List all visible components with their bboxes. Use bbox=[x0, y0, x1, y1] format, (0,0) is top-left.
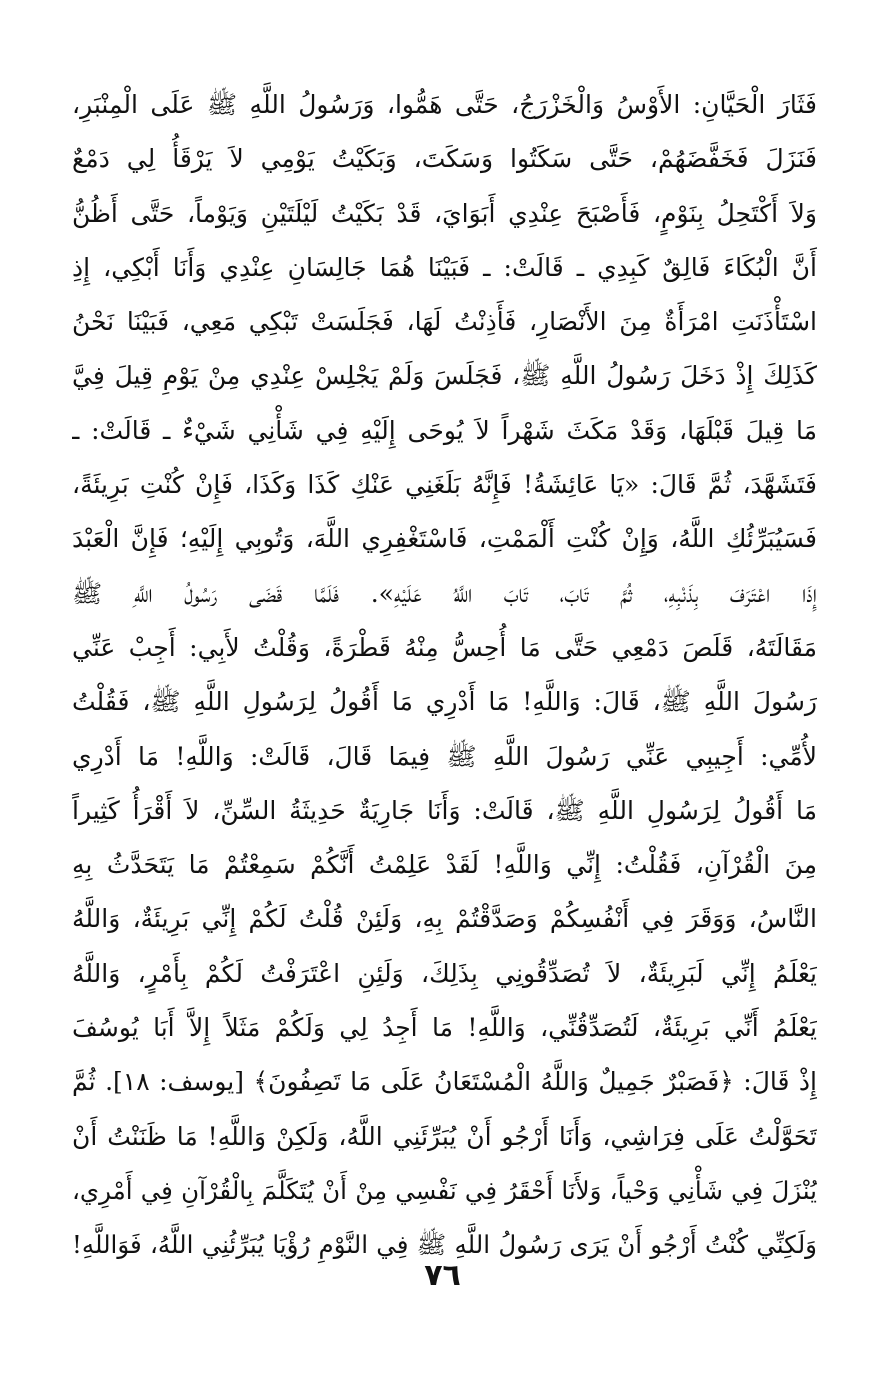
text-line: النَّاسُ، وَوَقَرَ فِي أَنْفُسِكُمْ وَصَدَّقْتُمْ بِهِ، وَلَئِنْ قُلْتُ لَكُمْ إِنِّي بَرِيئَةٌ، وَاللَّهُ bbox=[72, 904, 817, 934]
text-line: مَا أَقُولُ لِرَسُولِ اللَّهِ ﷺ، قَالَتْ: وَأَنَا جَارِيَةٌ حَدِيثَةُ السِّنِّ، لاَ أَقْرَأُ كَثِيراً bbox=[72, 795, 817, 825]
text-line: إِذَا اعْتَرَفَ بِذَنْبِهِ، ثُمَّ تَابَ، تَابَ اللَّهُ عَلَيْهِ». فَلَمَّا قَضَى رَسُولُ اللَّهِ ﷺ bbox=[72, 578, 817, 608]
text-line: وَلاَ أَكْتَحِلُ بِنَوْمٍ، فَأَصْبَحَ عِنْدِي أَبَوَايَ، قَدْ بَكَيْتُ لَيْلَتَيْنِ وَيَوْماً، حَتَّى أَظُنُّ bbox=[72, 198, 817, 228]
text-line: فَتَشَهَّدَ، ثُمَّ قَالَ: «يَا عَائِشَةُ! فَإِنَّهُ بَلَغَنِي عَنْكِ كَذَا وَكَذَا، فَإِنْ كُنْتِ بَرِيئَةً، bbox=[72, 470, 817, 500]
text-line: وَلَكِنِّي كُنْتُ أَرْجُو أَنْ يَرَى رَسُولُ اللَّهِ ﷺ فِي النَّوْمِ رُؤْيَا يُبَرِّئُنِي اللَّهُ، فَوَاللَّهِ! bbox=[72, 1230, 817, 1260]
text-line: لأُمِّي: أَجِيبِي عَنِّي رَسُولَ اللَّهِ ﷺ فِيمَا قَالَ، قَالَتْ: وَاللَّهِ! مَا أَدْرِي bbox=[72, 741, 817, 771]
text-line: مِنَ الْقُرْآنِ، فَقُلْتُ: إِنِّي وَاللَّهِ! لَقَدْ عَلِمْتُ أَنَّكُمْ سَمِعْتُمْ مَا يَتَحَدَّثُ بِهِ bbox=[72, 850, 817, 880]
text-line: يَعْلَمُ أَنِّي بَرِيئَةٌ، لَتُصَدِّقُنِّي، وَاللَّهِ! مَا أَجِدُ لِي وَلَكُمْ مَثَلاً إِلاَّ أَبَا يُوسُفَ bbox=[72, 1013, 817, 1043]
text-line: مَا قِيلَ قَبْلَهَا، وَقَدْ مَكَثَ شَهْراً لاَ يُوحَى إِلَيْهِ فِي شَأْنِي شَيْءٌ ـ قَالَتْ: ـ bbox=[72, 415, 817, 445]
text-line: إِذْ قَالَ: ﴿فَصَبْرٌ جَمِيلٌ وَاللَّهُ الْمُسْتَعَانُ عَلَى مَا تَصِفُونَ﴾ [يوسف: ١٨]. ثُمَّ bbox=[72, 1067, 817, 1097]
body-text bbox=[72, 78, 817, 1273]
text-line: فَنَزَلَ فَخَفَّضَهُمْ، حَتَّى سَكَتُوا وَسَكَتَ، وَبَكَيْتُ يَوْمِي لاَ يَرْقَأُ لِي دَمْعٌ bbox=[72, 144, 817, 174]
text-line: مَقَالَتَهُ، قَلَصَ دَمْعِي حَتَّى مَا أُحِسُّ مِنْهُ قَطْرَةً، وَقُلْتُ لأَبِي: أَجِبْ عَنِّي bbox=[72, 632, 817, 662]
text-line: رَسُولَ اللَّهِ ﷺ، قَالَ: وَاللَّهِ! مَا أَدْرِي مَا أَقُولُ لِرَسُولِ اللَّهِ ﷺ، فَقُلْتُ bbox=[72, 687, 817, 717]
text-line: فَسَيُبَرِّئُكِ اللَّهُ، وَإِنْ كُنْتِ أَلْمَمْتِ، فَاسْتَغْفِرِي اللَّهَ، وَتُوبِي إِلَيْهِ؛ فَإِنَّ الْعَبْدَ bbox=[72, 524, 817, 554]
text-line: يُنْزَلَ فِي شَأْنِي وَحْياً، وَلأَنَا أَحْقَرُ فِي نَفْسِي مِنْ أَنْ يُتَكَلَّمَ بِالْقُرْآنِ فِي أَمْرِي، bbox=[72, 1175, 817, 1205]
text-line: يَعْلَمُ إِنِّي لَبَرِيئَةٌ، لاَ تُصَدِّقُونِي بِذَلِكَ، وَلَئِنِ اعْتَرَفْتُ لَكُمْ بِأَمْرٍ، وَاللَّهُ bbox=[72, 958, 817, 988]
text-line: فَثَارَ الْحَيَّانِ: الأَوْسُ وَالْخَزْرَجُ، حَتَّى هَمُّوا، وَرَسُولُ اللَّهِ ﷺ عَلَى الْمِنْبَرِ، bbox=[72, 90, 817, 119]
page-number: ٧٦ bbox=[424, 1258, 461, 1293]
text-line: تَحَوَّلْتُ عَلَى فِرَاشِي، وَأَنَا أَرْجُو أَنْ يُبَرِّئَنِي اللَّهُ، وَلَكِنْ وَاللَّهِ! مَا ظَنَنْتُ أَنْ bbox=[72, 1121, 817, 1151]
text-line: كَذَلِكَ إِذْ دَخَلَ رَسُولُ اللَّهِ ﷺ، فَجَلَسَ وَلَمْ يَجْلِسْ عِنْدِي مِنْ يَوْمِ قِيلَ فِيَّ bbox=[72, 361, 817, 391]
text-line: أَنَّ الْبُكَاءَ فَالِقٌ كَبِدِي ـ قَالَتْ: ـ فَبَيْنَا هُمَا جَالِسَانِ عِنْدِي وَأَنَا أَبْكِي، إِذِ bbox=[72, 252, 817, 282]
text-line: اسْتَأْذَنَتِ امْرَأَةٌ مِنَ الأَنْصَارِ، فَأَذِنْتُ لَهَا، فَجَلَسَتْ تَبْكِي مَعِي، فَبَيْنَا نَحْنُ bbox=[72, 307, 817, 337]
